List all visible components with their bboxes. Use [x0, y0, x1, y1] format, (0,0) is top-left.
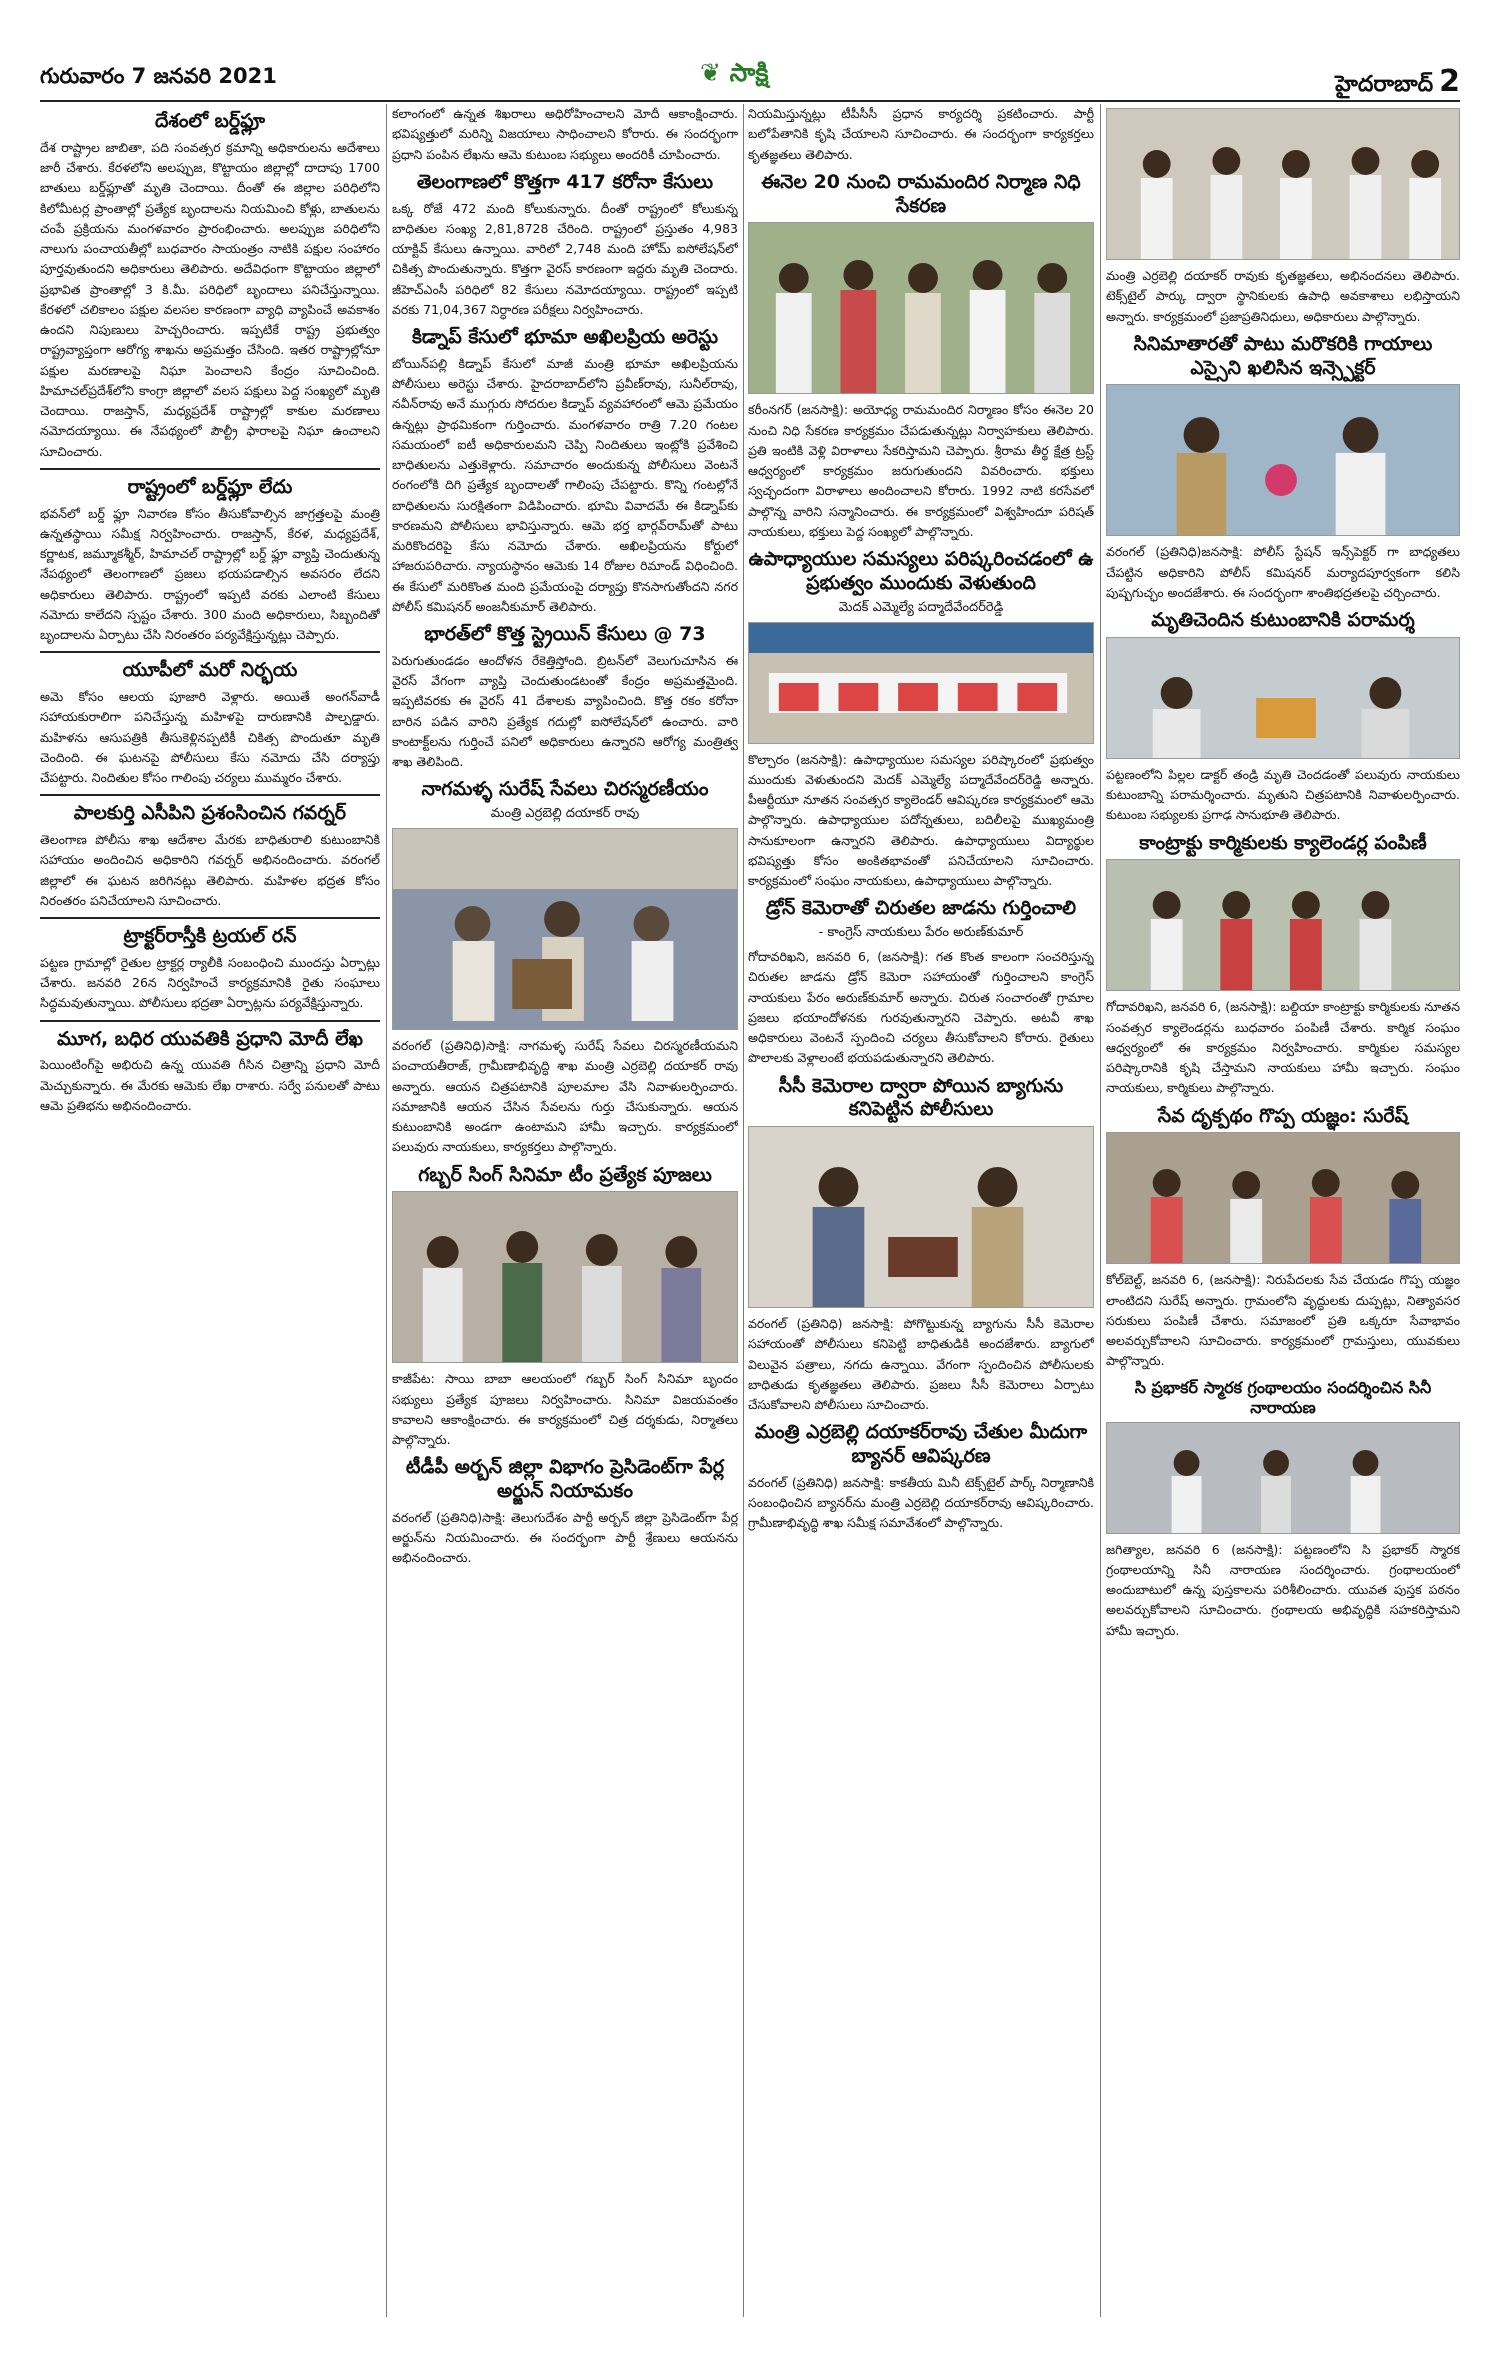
subheadline: - కాంగ్రెస్ నాయకులు పేరం అరుణ్‌కుమార్: [818, 925, 1024, 940]
headline: టీడీపీ అర్బన్ జిల్లా విభాగం ప్రెసిడెంట్‌గా పేర్ల అర్జున్ నియామకం: [405, 1456, 725, 1502]
article-ram-mandir: [748, 171, 1094, 542]
divider: [40, 794, 380, 796]
headline: తెలంగాణలో కొత్తగా 417 కరోనా కేసులు: [416, 170, 714, 193]
headline: ఈనెల 20 నుంచి రామమందిర నిర్మాణ నిధి సేకరణ: [761, 170, 1081, 217]
article-body: అమె కోసం ఆలయ పూజారి వెళ్లారు. అయితే అంగన్‌వాడీ సహాయకురాలిగా పనిచేస్తున్న మహిళపై దారుణానికి పాల్పడ్డారు. మహిళను ఆసుపత్రికి తీసుకెళ్లినప్పటికీ చికిత్స పొందుతూ మృతి చెందింది. ఈ ఘటనపై పోలీసులు కేసు నమోదు చేసి దర్యాప్తు చేపట్టారు. నిందితుల కోసం గాలింపు చర్యలు ముమ్మరం చేశారు.: [40, 689, 380, 785]
headline: రాష్ట్రంలో బర్డ్‌ఫ్లూ లేదు: [127, 475, 293, 498]
article-calendars: [1106, 832, 1460, 1099]
headline: మృతిచెందిన కుటుంబానికి పరామర్శ: [1151, 609, 1415, 631]
article-body: కొల్చారం (జనసాక్షి): ఉపాధ్యాయుల సమస్యల పరిష్కారంలో ప్రభుత్వం ముందుకు వెళుతుందని మెదక్ ఎమ్మెల్యే పద్మాదేవేందర్‌రెడ్డి అన్నారు. పీఆర్టీయూ నూతన సంవత్సర క్యాలెండర్ ఆవిష్కరణ కార్యక్రమంలో ఆమె పాల్గొన్నారు. ఉపాధ్యాయుల పదోన్నతులు, బదిలీలపై ముఖ్యమంత్రి సానుకూలంగా ఉన్నారని తెలిపారు. ఉపాధ్యాయులు విద్యార్థుల భవిష్యత్తు కోసం అంకితభావంతో పనిచేయాలని సూచించారు. కార్యక్రమంలో సంఘం నాయకులు, ఉపాధ్యాయులు పాల్గొన్నారు.: [748, 751, 1094, 888]
headline: యూపీలో మరో నిర్భయ: [122, 659, 298, 682]
column-4: [1106, 104, 1460, 2317]
news-photo: [392, 828, 738, 1030]
article-banner-launch: [748, 1421, 1094, 1533]
article-up-crime: [40, 659, 380, 788]
divider: [40, 917, 380, 919]
news-photo: [748, 222, 1094, 394]
column-divider: [386, 104, 387, 2317]
column-3: [748, 104, 1094, 2317]
headline: మూగ, బధిర యువతికి ప్రధాని మోదీ లేఖ: [57, 1027, 363, 1050]
column-divider: [1100, 104, 1101, 2317]
headline: ట్రాక్టర్‌రాస్తీకి ట్రయల్ రన్: [123, 925, 297, 947]
article-body: వరంగల్ (ప్రతినిధి)జనసాక్షి: పోలీస్ స్టేషన్ ఇన్స్‌పెక్టర్ గా బాధ్యతలు చేపట్టిన అధికారిని పోలీస్ కమిషనర్ మర్యాదపూర్వకంగా కలిసి పుష్పగుచ్ఛం అందజేశారు. ఈ సందర్భంగా శాంతిభద్రతలపై చర్చించారు.: [1106, 544, 1460, 600]
column-2: [392, 104, 738, 2317]
brand-leaf-icon: ❦: [700, 58, 721, 87]
article-covid-telangana: [392, 171, 738, 320]
article-kidnap-arrest: [392, 326, 738, 617]
subheadline: మెదక్ ఎమ్మెల్యే పద్మాదేవేందర్‌రెడ్డి: [838, 599, 1004, 615]
article-governor: [40, 802, 380, 911]
article-body: భవన్‌లో బర్డ్ ఫ్లూ నివారణ కోసం తీసుకోవాల్సిన జాగ్రత్తలపై మంత్రి ఉన్నతస్థాయి సమీక్ష నిర్వహించారు. రాజస్తాన్, కేరళ, మధ్యప్రదేశ్, కర్ణాటక, జమ్మూకశ్మీర్, హిమాచల్ రాష్ట్రాల్లో బర్డ్ ఫ్లూ వ్యాప్తి చెందుతున్న నేపథ్యంలో తెలంగాణలో ప్రజలు భయపడాల్సిన అవసరం లేదని అధికారులు తెలిపారు. రాష్ట్రంలో ఇప్పటి వరకు ఎలాంటి కేసులు నమోదు కాలేదని స్పష్టం చేశారు. 300 మంది అధికారులు, సిబ్బందితో బృందాలను ఏర్పాటు చేసి నిరంతరం పర్యవేక్షిస్తున్నట్లు చెప్పారు.: [40, 505, 380, 642]
article-body: గోదావరిఖని, జనవరి 6, (జనసాక్షి): బల్దియా కాంట్రాక్టు కార్మికులకు నూతన సంవత్సర క్యాలెండర్లను బుధవారం పంపిణీ చేశారు. కార్మిక సంఘం ఆధ్వర్యంలో ఈ కార్యక్రమం నిర్వహించారు. కార్మికుల సమస్యల పరిష్కారానికి కృషి చేస్తామని నాయకులు హామీ ఇచ్చారు. సంఘం నాయకులు, కార్మికులు పాల్గొన్నారు.: [1106, 999, 1460, 1096]
brand-logo: [700, 58, 769, 94]
article-body: వరంగల్ (ప్రతినిధి) జనసాక్షి: కాకతీయ మినీ టెక్స్‌టైల్ పార్క్ నిర్మాణానికి సంబంధించిన బ్యానర్‌ను మంత్రి ఎర్రబెల్లి దయాకర్‌రావు ఆవిష్కరించారు. గ్రామీణాభివృద్ధి శాఖ సమీక్ష సమావేశంలో పాల్గొన్నారు.: [748, 1474, 1094, 1531]
article-suresh-tribute: [392, 778, 738, 1157]
news-photo: [1106, 1422, 1460, 1534]
masthead: [40, 60, 1460, 102]
brand-name: సాక్షి: [729, 58, 769, 87]
article-condolence: [1106, 609, 1460, 826]
article-inspector: [1106, 333, 1460, 603]
headline: సి ప్రభాకర్ స్మారక గ్రంథాలయం సందర్శించిన సినీ నారాయణ: [1134, 1377, 1432, 1417]
headline: సినిమాతారతో పాటు మరొకరికి గాయాలు ఎస్సైని ఖలిసిన ఇన్స్పెక్టర్: [1133, 332, 1433, 379]
article-body: పెయింటింగ్‌పై అభిరుచి ఉన్న యువతి గీసిన చిత్రాన్ని ప్రధాని మోదీ మెచ్చుకున్నారు. ఈ మేరకు ఆమెకు లేఖ రాశారు. సర్వే పనులతో పాటు ఆమె ప్రతిభను అభినందించారు.: [40, 1057, 380, 1113]
issue-date: గురువారం 7 జనవరి 2021: [40, 64, 277, 88]
article-body: పెరుగుతుండడం ఆందోళన రేకెత్తిస్తోంది. బ్రిటన్‌లో వెలుగుచూసిన ఈ వైరస్ వేగంగా వ్యాప్తి చెందుతుండటంతో కేంద్రం అప్రమత్తమైంది. ఇప్పటివరకు ఈ వైరస్ 41 దేశాలకు వ్యాపించింది. కొత్త రకం కరోనా బారిన పడిన వారిని ప్రత్యేక గదుల్లో ఐసోలేషన్‌లో ఉంచారు. వారి కాంటాక్ట్‌లను గుర్తించే పనిలో అధికారులు ఉన్నారని ఆరోగ్య మంత్రిత్వ శాఖ తెలిపింది.: [392, 652, 738, 769]
article-body: దేశ రాష్ట్రాల జాబితా, పది సంవత్సర క్రమాన్ని అధికారులను అదేశాలు జారీ చేశారు. కేరళలోని అలప్పుజ, కొట్టాయం జిల్లాల్లో దాదాపు 1700 బాతులు బర్డ్‌ఫ్లూతో మృతి చెందాయి. దీంతో ఈ జిల్లాల పరిధిలోని కిలోమీటర్ల ప్రాంతాల్లో ప్రత్యేక బృందాలను నియమించి కోళ్లు, బాతులను చంపే ప్రక్రియను మంగళవారం ప్రారంభించారు. అలప్పుజ పరిధిలోని నాలుగు పంచాయతీల్లో బుధవారం సాయంత్రం నాటికి పక్షుల సంహారం పూర్తవుతుందని అధికారులు తెలిపారు. అదేవిధంగా కొట్టాయం జిల్లాలో ప్రభావిత ప్రాంతాల్లో 3 కి.మీ. పరిధిలో బృందాలు పనిచేస్తున్నాయి. కేరళలో చలికాలం పక్షుల వలసల కారణంగా వ్యాధి వ్యాపించే అవకాశం ఉందని నిపుణులు హెచ్చరించారు. ఇప్పటికే రాష్ట్ర ప్రభుత్వం రాష్ట్రవ్యాప్తంగా ఆరోగ్య శాఖను అప్రమత్తం చేసింది. ఇతర రాష్ట్రాల్లోనూ పక్షుల మరణాలపై నిఘా పెంచాలని కేంద్రం సూచించింది. హిమాచల్‌ప్రదేశ్‌లోని కాంగ్రా జిల్లాలో వలస పక్షులు పెద్ద సంఖ్యలో మృతి చెందాయి. రాజస్తాన్, మధ్యప్రదేశ్ రాష్ట్రాల్లో కాకుల మరణాలు నమోదయ్యాయి. ఈ నేపథ్యంలో పౌల్ట్రీ ఫారాలపై నిఘా ఉంచాలని సూచించారు.: [40, 139, 380, 459]
headline: కిడ్నాప్ కేసులో భూమా అఖిలప్రియ అరెస్టు: [411, 326, 719, 348]
news-photo: [1106, 637, 1460, 759]
news-photo: [748, 1126, 1094, 1308]
article-body: పట్టణ గ్రామాల్లో రైతుల ట్రాక్టర్ల ర్యాలీకి సంబంధించి ముందస్తు ఏర్పాట్లు చేశారు. జనవరి 26న నిర్వహించే కార్యక్రమానికి రైతు సంఘాలు సిద్ధమవుతున్నాయి. పోలీసులు భద్రతా ఏర్పాట్లను పర్యవేక్షిస్తున్నారు.: [40, 954, 380, 1011]
article-body: కరీంనగర్ (జనసాక్షి): అయోధ్య రామమందిర నిర్మాణం కోసం ఈనెల 20 నుంచి నిధి సేకరణ కార్యక్రమం చేపడుతున్నట్లు నిర్వాహకులు తెలిపారు. ప్రతి ఇంటికి వెళ్లి విరాళాలు సేకరిస్తామని చెప్పారు. శ్రీరామ తీర్థ క్షేత్ర ట్రస్ట్ ఆధ్వర్యంలో కార్యక్రమం జరుగుతుందని వివరించారు. భక్తులు స్వచ్ఛందంగా విరాళాలు అందించాలని కోరారు. 1992 నాటి కరసేవలో పాల్గొన్న వారిని సన్మానించారు. ఈ కార్యక్రమంలో విశ్వహిందూ పరిషత్ నాయకులు, భక్తులు పెద్ద సంఖ్యలో పాల్గొన్నారు.: [748, 402, 1094, 539]
headline: సీసీ కెమెరాల ద్వారా పోయిన బ్యాగును కనిపెట్టిన పోలీసులు: [778, 1074, 1064, 1121]
column-divider: [743, 104, 744, 2317]
headline: భారత్‌లో కొత్త స్ట్రెయిన్ కేసులు @ 73: [424, 623, 706, 645]
headline: నాగమళ్ళ సురేష్ సేవలు చిరస్మరణీయం: [421, 778, 709, 801]
article-library: [1106, 1378, 1460, 1641]
article-no-bird-flu-state: [40, 476, 380, 646]
headline: ఉపాధ్యాయుల సమస్యలు పరిష్కరించడంలో ఉ ప్రభుత్వం ముందుకు వెళుతుంది: [748, 548, 1094, 594]
article-new-strain: [392, 623, 738, 772]
article-modi-letter: [40, 1028, 380, 1117]
divider: [40, 1020, 380, 1022]
divider: [40, 468, 380, 470]
headline: దేశంలో బర్డ్‌ఫ్లూ: [154, 110, 266, 132]
page-number: 2: [1439, 64, 1460, 99]
news-photo: [392, 1191, 738, 1363]
article-body: తెలంగాణ పోలీసు శాఖ ఆదేశాల మేరకు బాధితురాలి కుటుంబానికి సహాయం అందించిన అధికారిని గవర్నర్ అభినందించారు. వరంగల్ జిల్లాలో ఈ ఘటన జరిగినట్లు తెలిపారు. మహిళల భద్రత కోసం నిరంతరం పనిచేయాలని సూచించారు.: [40, 832, 380, 908]
article-body: వరంగల్ (ప్రతినిధి) జనసాక్షి: పోగొట్టుకున్న బ్యాగును సీసీ కెమెరాల సహాయంతో పోలీసులు కనిపెట్టి బాధితుడికి అందజేశారు. బ్యాగులో విలువైన పత్రాలు, నగదు ఉన్నాయి. వేగంగా స్పందించిన పోలీసులకు బాధితుడు కృతజ్ఞతలు తెలిపారు. ప్రజలు సీసీ కెమెరాలు ఏర్పాటు చేసుకోవాలని పోలీసులు సూచించారు.: [748, 1316, 1094, 1412]
article-cctv-bag: [748, 1075, 1094, 1416]
divider: [40, 651, 380, 653]
news-photo: [1106, 1132, 1460, 1264]
article-service: [1106, 1105, 1460, 1372]
article-body: మంత్రి ఎర్రబెల్లి దయాకర్ రావుకు కృతజ్ఞతలు, అభినందనలు తెలిపారు. టెక్స్‌టైల్ పార్కు ద్వారా స్థానికులకు ఉపాధి అవకాశాలు లభిస్తాయని అన్నారు. కార్యక్రమంలో ప్రజాప్రతినిధులు, అధికారులు పాల్గొన్నారు.: [1106, 268, 1460, 324]
article-tdp-appointment: [392, 1456, 738, 1568]
headline: కాంట్రాక్టు కార్మికులకు క్యాలెండర్ల పంపిణీ: [1139, 831, 1427, 854]
city-name: హైదరాబాద్: [1335, 72, 1434, 97]
headline: పాలకుర్తి ఎసీపిని ప్రశంసించిన గవర్నర్: [73, 802, 347, 825]
article-bird-flu-country: [40, 110, 380, 462]
article-body: వరంగల్ (ప్రతినిధి)సాక్షి: నాగమళ్ళ సురేష్ సేవలు చిరస్మరణీయమని పంచాయతీరాజ్, గ్రామీణాభివృద్ధి శాఖ మంత్రి ఎర్రబెల్లి దయాకర్ రావు అన్నారు. ఆయన చిత్రపటానికి పూలమాల వేసి నివాళులర్పించారు. సమాజానికి ఆయన చేసిన సేవలను గుర్తు చేసుకున్నారు. ఆయన కుటుంబానికి అండగా ఉంటామని హామీ ఇచ్చారు. కార్యక్రమంలో పలువురు నాయకులు, కార్యకర్తలు పాల్గొన్నారు.: [392, 1038, 738, 1155]
headline: డ్రోన్ కెమెరాతో చిరుతల జాడను గుర్తించాలి: [765, 897, 1077, 920]
article-body: బోయిన్‌పల్లి కిడ్నాప్ కేసులో మాజీ మంత్రి భూమా అఖిలప్రియను పోలీసులు అరెస్టు చేశారు. హైదరాబాద్‌లోని ప్రవీణ్‌రావు, సునీల్‌రావు, నవీన్‌రావు అనే ముగ్గురు సోదరుల కిడ్నాప్ వ్యవహారంలో ఆమె ప్రమేయం ఉన్నట్లు ప్రాథమికంగా గుర్తించారు. మంగళవారం రాత్రి 7.20 గంటల సమయంలో ఐటీ అధికారులమని చెప్పి నిందితులు ఇంట్లోకి ప్రవేశించి బాధితులను ఎత్తుకెళ్లారు. సమాచారం అందుకున్న పోలీసులు వెంటనే రంగంలోకి దిగి ప్రత్యేక బృందాలతో గాలింపు చేపట్టారు. కొన్ని గంటల్లోనే బాధితులను సురక్షితంగా విడిపించారు. భూమి వివాదమే ఈ కిడ్నాప్‌కు కారణమని పోలీసులు భావిస్తున్నారు. ఆమె భర్త భార్గవ్‌రామ్‌తో పాటు మరికొందరిపై కేసు నమోదు చేశారు. అఖిలప్రియను కోర్టులో హాజరుపరిచారు. న్యాయస్థానం ఆమెకు 14 రోజుల రిమాండ్ విధించింది. ఈ కేసులో మరికొంత మంది ప్రమేయంపై దర్యాప్తు కొనసాగుతోందని నగర పోలీస్ కమిషనర్ అంజనీకుమార్ తెలిపారు.: [392, 355, 738, 614]
news-photo: [1106, 859, 1460, 991]
news-photo: [1106, 108, 1460, 260]
article-body: కోల్‌బెల్ట్, జనవరి 6, (జనసాక్షి): నిరుపేదలకు సేవ చేయడం గొప్ప యజ్ఞం లాంటిదని సురేష్ అన్నారు. గ్రామంలోని వృద్ధులకు దుప్పట్లు, నిత్యావసర సరుకులు పంపిణీ చేశారు. సమాజంలో ప్రతి ఒక్కరూ సేవాభావం అలవర్చుకోవాలని సూచించారు. కార్యక్రమంలో గ్రామస్తులు, యువకులు పాల్గొన్నారు.: [1106, 1272, 1460, 1369]
headline: సేవ దృక్పథం గొప్ప యజ్ఞం: సురేష్: [1157, 1104, 1409, 1127]
article-body: కలాంగంలో ఉన్నత శిఖరాలు అధిరోహించాలని మోదీ ఆకాంక్షించారు. భవిష్యత్తులో మరిన్ని విజయాలు సాధించాలని కోరారు. ఈ సందర్భంగా ప్రధాని పంపిన లేఖను ఆమె కుటుంబ సభ్యులు అందరికీ చూపించారు.: [392, 106, 738, 162]
article-body: ఒక్క రోజే 472 మంది కోలుకున్నారు. దీంతో రాష్ట్రంలో కోలుకున్న బాధితుల సంఖ్య 2,81,8728 చేరింది. రాష్ట్రంలో ప్రస్తుతం 4,983 యాక్టివ్ కేసులు ఉన్నాయి. వారిలో 2,748 మంది హోమ్ ఐసోలేషన్‌లో చికిత్స పొందుతున్నారు. కొత్తగా వైరస్ కారణంగా ఇద్దరు మృతి చెందారు. జీహెచ్‌ఎంసీ పరిధిలో 82 కేసులు నమోదయ్యాయి. రాష్ట్రంలో ఇప్పటి వరకు 71,04,367 నిర్ధారణ పరీక్షలు నిర్వహించారు.: [392, 200, 738, 317]
article-body: నియమిస్తున్నట్లు టీపీసీసీ ప్రధాన కార్యదర్శి ప్రకటించారు. పార్టీ బలోపేతానికి కృషి చేయాలని సూచించారు. ఈ సందర్భంగా కార్యకర్తలు కృతజ్ఞతలు తెలిపారు.: [748, 106, 1094, 162]
article-body: పట్టణంలోని పిల్లల డాక్టర్ తండ్రి మృతి చెందడంతో పలువురు నాయకులు కుటుంబాన్ని పరామర్శించారు. మృతుని చిత్రపటానికి నివాళులర్పించారు. కుటుంబ సభ్యులకు ప్రగాఢ సానుభూతి తెలిపారు.: [1106, 766, 1460, 823]
article-body: జగిత్యాల, జనవరి 6 (జనసాక్షి): పట్టణంలోని సి ప్రభాకర్ స్మారక గ్రంథాలయాన్ని సినీ నారాయణ సందర్శించారు. గ్రంథాలయంలో అందుబాటులో ఉన్న పుస్తకాలను పరిశీలించారు. యువత పుస్తక పఠనం అలవర్చుకోవాలని సూచించారు. గ్రంథాలయ అభివృద్ధికి సహకరిస్తామని హామీ ఇచ్చారు.: [1106, 1541, 1460, 1638]
article-body: కాజీపేట: సాయి బాబా ఆలయంలో గబ్బర్ సింగ్ సినిమా బృందం సభ్యులు ప్రత్యేక పూజలు నిర్వహించారు. సినిమా విజయవంతం కావాలని ఆకాంక్షించారు. ఈ కార్యక్రమంలో చిత్ర దర్శకుడు, నిర్మాతలు పాల్గొన్నారు.: [392, 1371, 738, 1447]
subheadline: మంత్రి ఎర్రబెల్లి దయాకర్ రావు: [490, 806, 640, 821]
page-header-right: [1335, 64, 1460, 102]
article-drone-leopard: [748, 897, 1094, 1068]
article-body: గోదావరిఖని, జనవరి 6, (జనసాక్షి): గత కొంత కాలంగా సంచరిస్తున్న చిరుతల జాడను డ్రోన్ కెమెరా సహాయంతో గుర్తించాలని కాంగ్రెస్ నాయకులు పేరం అరుణ్‌కుమార్ అన్నారు. చిరుత సంచారంతో గ్రామాల ప్రజలు భయాందోళనకు గురవుతున్నారని చెప్పారు. అటవీ శాఖ అధికారులు వెంటనే స్పందించి చర్యలు తీసుకోవాలని కోరారు. రైతులు పొలాలకు వెళ్లాలంటే భయపడుతున్నారని తెలిపారు.: [748, 949, 1094, 1066]
article-gabbar-singh: [392, 1164, 738, 1451]
news-photo: [1106, 384, 1460, 536]
column-1: [40, 104, 380, 2317]
article-tractor-rally: [40, 925, 380, 1014]
headline: గబ్బర్ సింగ్ సినిమా టీం ప్రత్యేక పూజలు: [418, 1163, 712, 1186]
article-body: వరంగల్ (ప్రతినిధి)సాక్షి: తెలుగుదేశం పార్టీ అర్బన్ జిల్లా ప్రెసిడెంట్‌గా పేర్ల అర్జున్‌ను నియమించారు. ఈ సందర్భంగా పార్టీ శ్రేణులు ఆయనను అభినందించారు.: [392, 1509, 738, 1566]
news-photo: [748, 622, 1094, 744]
headline: మంత్రి ఎర్రబెల్లి దయాకర్‌రావు చేతుల మీదుగా బ్యానర్ ఆవిష్కరణ: [754, 1421, 1088, 1467]
article-teachers: [748, 548, 1094, 891]
